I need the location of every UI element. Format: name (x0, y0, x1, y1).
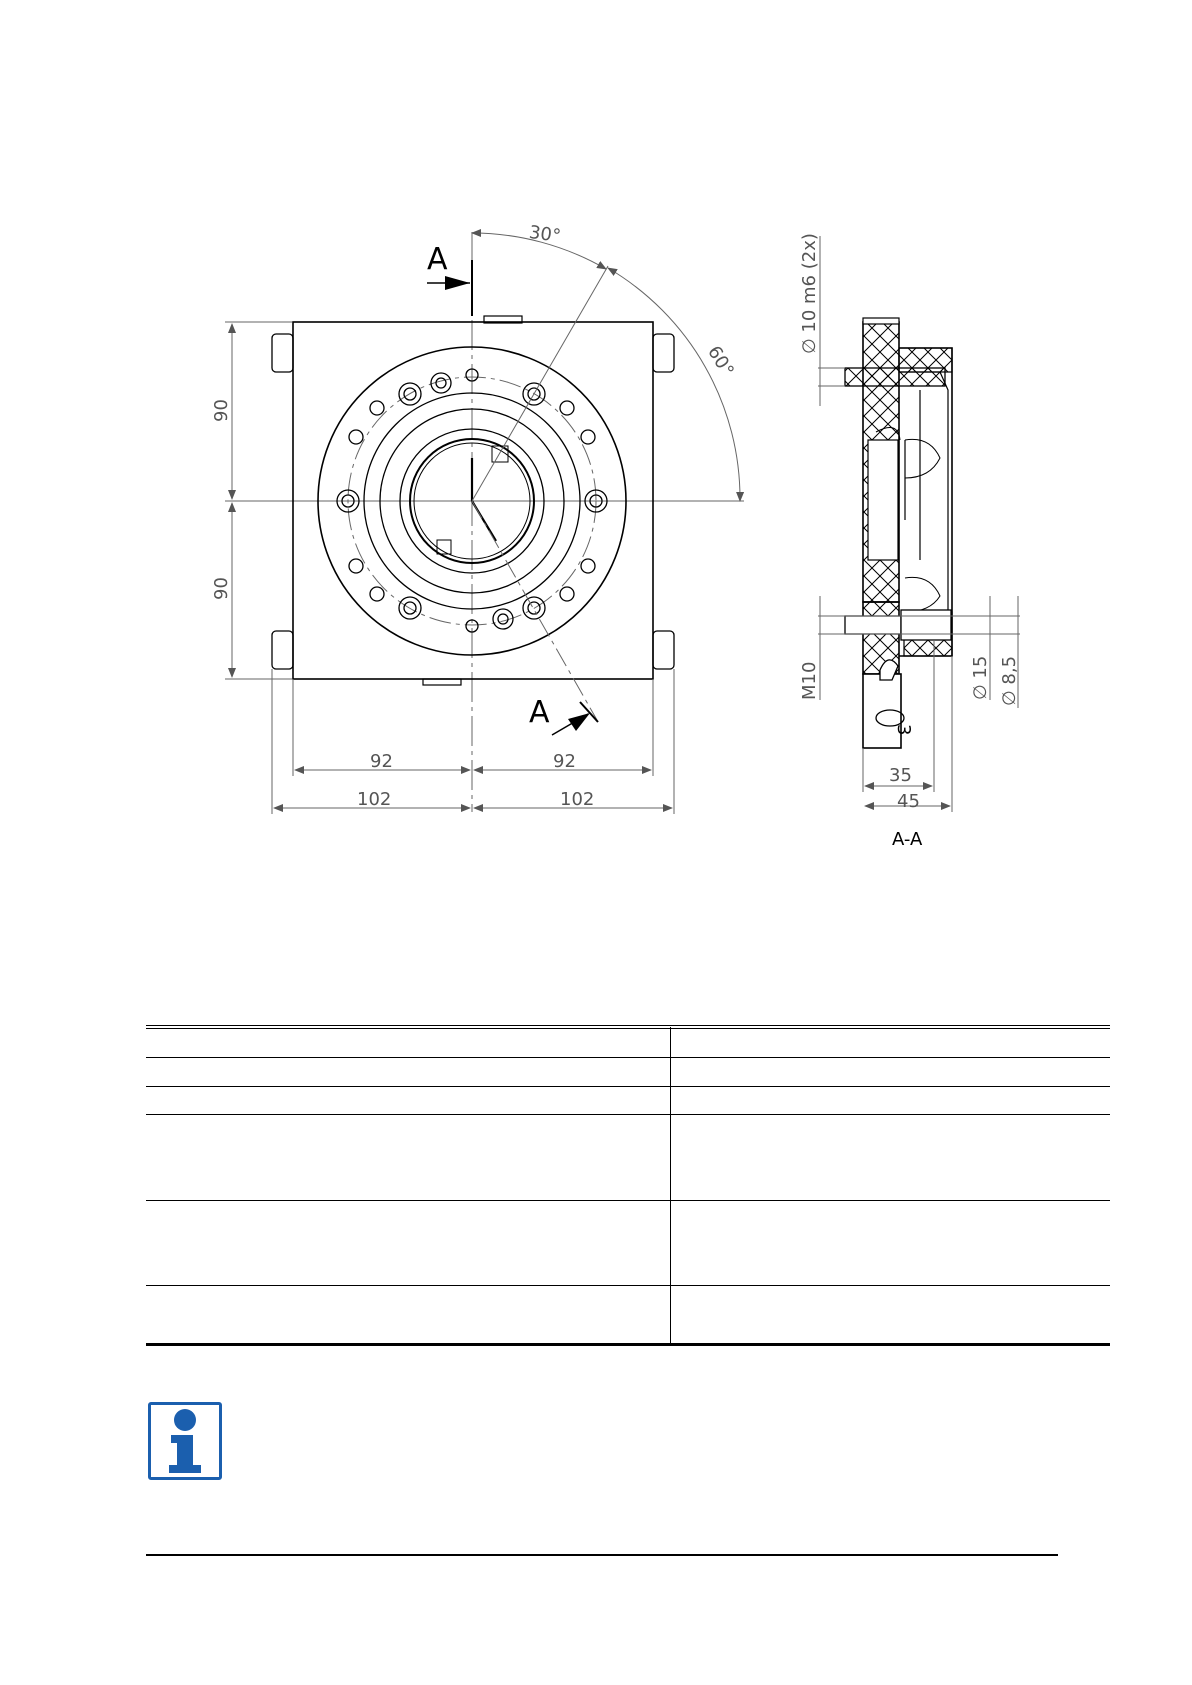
dim-depth-45: 45 (897, 791, 920, 812)
angle-30-label: 30° (527, 221, 563, 248)
section-label: A-A (892, 829, 923, 850)
footer-rule (146, 1554, 1058, 1556)
table-rule-top (146, 1025, 1110, 1026)
table-row-divider (146, 1086, 1110, 1087)
info-icon (148, 1402, 222, 1480)
dim-bore-outer: ∅ 15 (970, 655, 991, 700)
front-view (225, 232, 744, 814)
dim-vertical-lower: 90 (211, 577, 232, 600)
section-marker-top: A (427, 242, 448, 277)
section-marker-bottom: A (529, 695, 550, 730)
dim-thread: M10 (799, 661, 820, 700)
dim-pin: ∅ 10 m6 (2x) (799, 233, 820, 354)
dim-inner-right: 92 (553, 751, 576, 772)
table-row-divider (146, 1285, 1110, 1286)
table-rule-top-inner (146, 1028, 1110, 1029)
table-rule-bottom (146, 1343, 1110, 1346)
data-table (146, 1025, 1110, 1345)
dim-outer-left: 102 (357, 789, 392, 810)
section-view (818, 236, 1020, 812)
svg-text:3: 3 (893, 724, 914, 736)
angle-60-label: 60° (703, 342, 738, 381)
table-row-divider (146, 1200, 1110, 1201)
dim-bore-inner: ∅ 8,5 (999, 655, 1020, 706)
table-row-divider (146, 1114, 1110, 1115)
info-glyph (151, 1405, 219, 1477)
table-row-divider (146, 1057, 1110, 1058)
dim-depth-35: 35 (889, 765, 912, 786)
table-column-divider (670, 1027, 671, 1343)
dim-outer-right: 102 (560, 789, 595, 810)
dim-inner-left: 92 (370, 751, 393, 772)
dim-vertical-upper: 90 (211, 399, 232, 422)
